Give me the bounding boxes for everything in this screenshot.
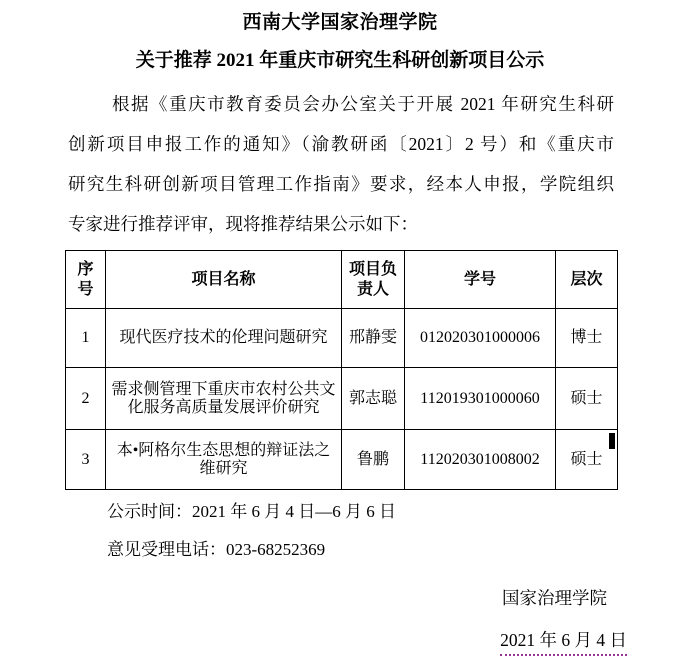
cell-leader: 鲁鹏 [342,430,405,490]
table-header-row [66,251,618,309]
table-row [66,368,618,430]
table-row [66,430,618,490]
feedback-phone-text: 意见受理电话：023-68252369 [107,540,326,559]
cell-project: 需求侧管理下重庆市农村公共文化服务高质量发展评价研究 [106,368,342,430]
body-line: 研究生科研创新项目管理工作指南》要求，经本人申报，学院组织 [68,174,614,194]
table-edge-mark [609,433,615,449]
cell-level: 硕士 [556,368,618,430]
cell-level: 博士 [556,309,618,368]
header-cell-student-id: 学号 [405,251,556,309]
cell-leader: 郭志聪 [342,368,405,430]
header-cell-no: 序号 [66,251,106,309]
cell-project: 现代医疗技术的伦理问题研究 [106,309,342,368]
signature-date-text: 2021 年 6 月 4 日 [500,627,627,656]
cell-no: 3 [66,430,106,490]
header-cell-leader: 项目负责人 [342,251,405,309]
body-line: 根据《重庆市教育委员会办公室关于开展 2021 年研究生科研 [112,94,614,114]
body-line: 创新项目申报工作的通知》（渝教研函〔2021〕2 号）和《重庆市 [68,134,614,154]
cell-student-id: 112020301008002 [405,430,556,490]
body-paragraph [68,84,614,244]
cell-no: 1 [66,309,106,368]
cell-project: 本•阿格尔生态思想的辩证法之维研究 [106,430,342,490]
body-line: 专家进行推荐评审，现将推荐结果公示如下： [68,214,418,234]
page-title: 西南大学国家治理学院 [242,12,438,33]
header-cell-level: 层次 [556,251,618,309]
cell-level: 硕士 [556,430,618,490]
cell-no: 2 [66,368,106,430]
table-row [66,309,618,368]
cell-student-id: 112019301000060 [405,368,556,430]
cell-leader: 邢静雯 [342,309,405,368]
header-cell-project: 项目名称 [106,251,342,309]
projects-table [65,250,618,490]
cell-student-id: 012020301000006 [405,309,556,368]
page-subtitle: 关于推荐 2021 年重庆市研究生科研创新项目公示 [135,50,545,71]
publicity-period-text: 公示时间：2021 年 6 月 4 日—6 月 6 日 [107,502,396,521]
signature-text: 国家治理学院 [502,588,607,608]
